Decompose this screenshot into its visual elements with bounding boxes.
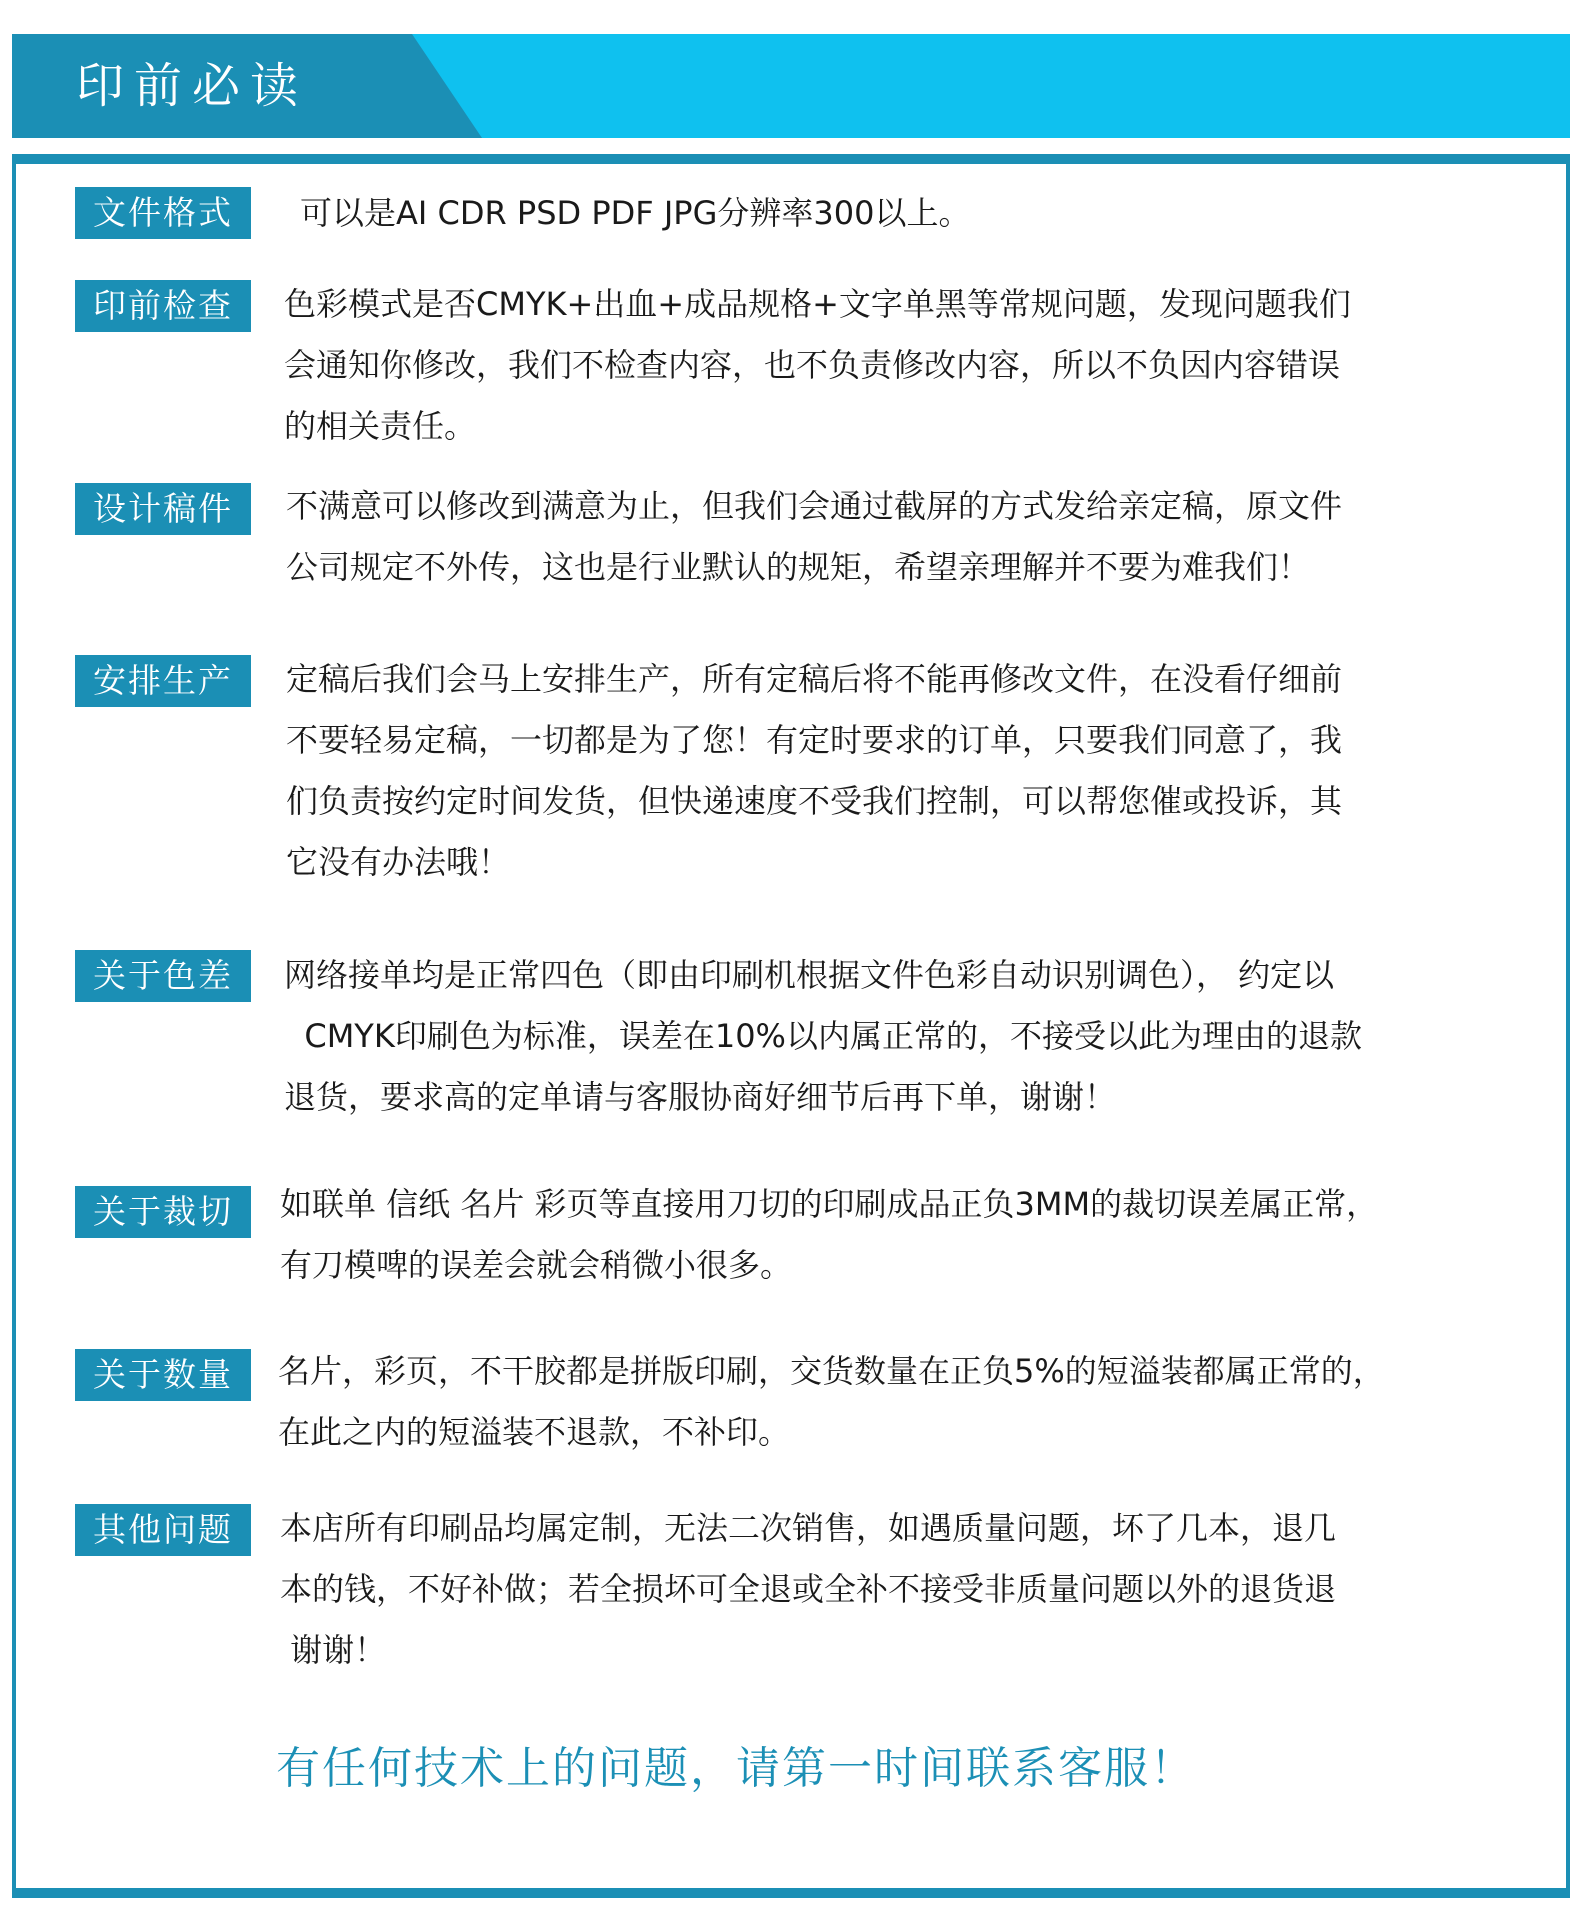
section-line: 退货，要求高的定单请与客服协商好细节后再下单，谢谢！	[284, 1078, 1117, 1116]
section-line: 会通知你修改，我们不检查内容，也不负责修改内容，所以不负因内容错误	[284, 346, 1341, 384]
section-line: 的相关责任。	[284, 407, 477, 445]
section-line: 有刀模啤的误差会就会稍微小很多。	[280, 1246, 793, 1284]
section-label: 关于色差	[75, 950, 251, 1002]
section-line: 公司规定不外传，这也是行业默认的规矩，希望亲理解并不要为难我们！	[286, 548, 1311, 586]
section-label: 关于数量	[75, 1349, 251, 1401]
section-body	[286, 649, 1476, 893]
section-line: 谢谢！	[280, 1631, 387, 1669]
page-title: 印前必读	[76, 58, 309, 114]
contact-support-note: 有任何技术上的问题，请第一时间联系客服！	[276, 1743, 1196, 1794]
section-line: 可以是AI CDR PSD PDF JPG分辨率300以上。	[300, 194, 971, 232]
section-body	[280, 1174, 1470, 1296]
section-label: 其他问题	[75, 1504, 251, 1556]
section-body	[300, 183, 1490, 244]
section-line: 不满意可以修改到满意为止，但我们会通过截屏的方式发给亲定稿，原文件	[286, 487, 1343, 525]
section-line: 网络接单均是正常四色（即由印刷机根据文件色彩自动识别调色）， 约定以	[284, 956, 1335, 994]
section-label: 关于裁切	[75, 1186, 251, 1238]
section-line: 不要轻易定稿，一切都是为了您！有定时要求的订单，只要我们同意了，我	[286, 721, 1343, 759]
section-line: 如联单 信纸 名片 彩页等直接用刀切的印刷成品正负3MM的裁切误差属正常，	[280, 1185, 1379, 1223]
section-label: 印前检查	[75, 280, 251, 332]
section-line: 在此之内的短溢装不退款，不补印。	[278, 1413, 791, 1451]
section-line: 色彩模式是否CMYK+出血+成品规格+文字单黑等常规问题，发现问题我们	[284, 285, 1351, 323]
section-label: 设计稿件	[75, 483, 251, 535]
section-label: 安排生产	[75, 655, 251, 707]
section-line: 名片，彩页，不干胶都是拼版印刷，交货数量在正负5%的短溢装都属正常的，	[278, 1352, 1385, 1390]
section-body	[278, 1341, 1468, 1463]
section-line: 它没有办法哦！	[286, 843, 511, 881]
section-body	[284, 274, 1474, 457]
section-line: 本店所有印刷品均属定制，无法二次销售，如遇质量问题，坏了几本，退几	[280, 1509, 1337, 1547]
section-line: 本的钱，不好补做；若全损坏可全退或全补不接受非质量问题以外的退货退	[280, 1570, 1337, 1608]
header-banner	[12, 34, 1570, 138]
section-label: 文件格式	[75, 187, 251, 239]
section-line: 定稿后我们会马上安排生产，所有定稿后将不能再修改文件，在没看仔细前	[286, 660, 1343, 698]
section-line: CMYK印刷色为标准，误差在10%以内属正常的，不接受以此为理由的退款	[284, 1017, 1362, 1055]
section-body	[280, 1498, 1470, 1681]
section-line: 们负责按约定时间发货，但快递速度不受我们控制，可以帮您催或投诉，其	[286, 782, 1343, 820]
section-body	[286, 476, 1476, 598]
section-body	[284, 945, 1474, 1128]
